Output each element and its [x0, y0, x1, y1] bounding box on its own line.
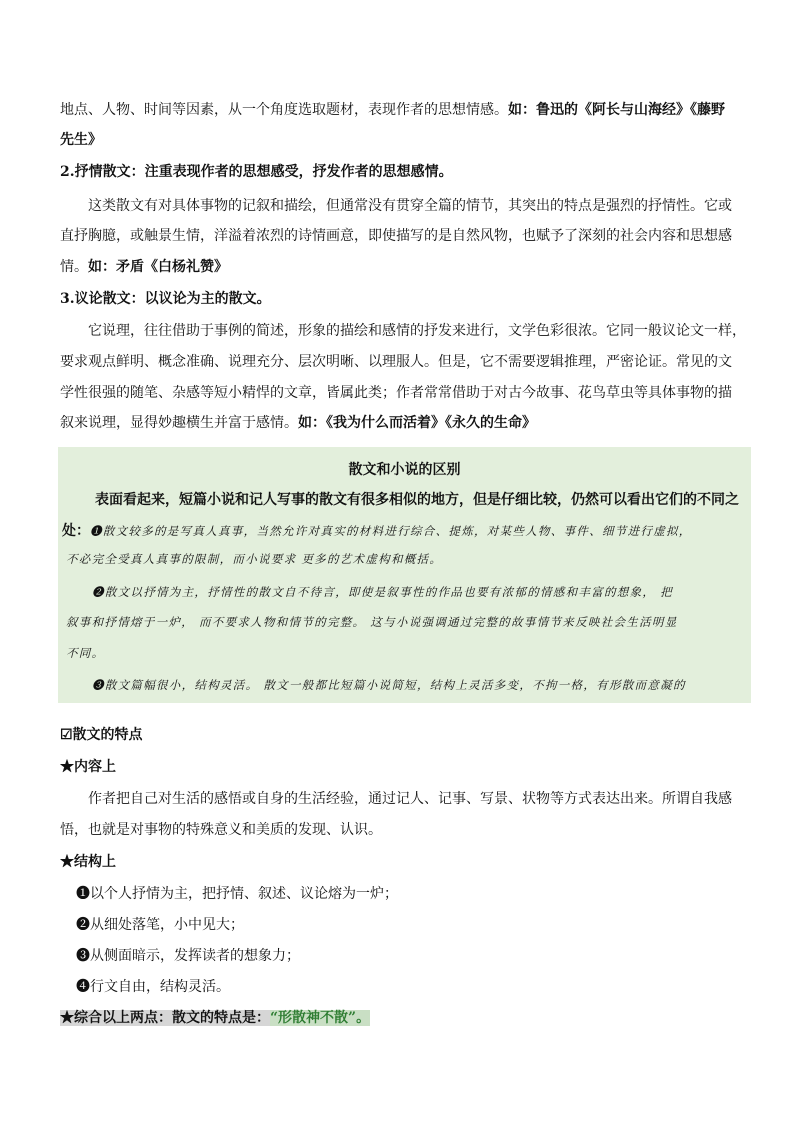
argument-para-line-3: 学性很强的随笔、杂感等短小精悍的文章，皆属此类；作者常常借助于对古今故事、花鸟草虫等具体事物的描	[60, 385, 732, 401]
argument-para-line-1: 它说理，往往借助于事例的简述，形象的描绘和感情的抒发来进行，文学色彩很浓。它同一般议论文一样，	[88, 323, 746, 339]
difference-lead-line-2	[62, 520, 692, 540]
difference-item-3a: ❸散文篇幅很小，结构灵活。 散文一般都比短篇小说简短，结构上灵活多变，不拘一格，有形散而意凝的	[92, 678, 686, 692]
intro-example: 如：鲁迅的《阿长与山海经》《藤野	[508, 102, 725, 118]
lyric-para-line-3	[60, 257, 228, 277]
argument-heading: 3.议论散文：以议论为主的散文。	[60, 291, 271, 307]
content-para-line-1: 作者把自己对生活的感悟或自身的生活经验，通过记人、记事、写景、状物等方式表达出来。所谓自我感	[88, 791, 732, 807]
lyric-para-line-1: 这类散文有对具体事物的记叙和描绘，但通常没有贯穿全篇的情节，其突出的特点是强烈的抒情性。它或	[88, 198, 732, 214]
features-heading: ☑散文的特点	[60, 727, 143, 743]
structure-item: ❶以个人抒情为主，把抒情、叙述、议论熔为一炉；	[76, 886, 398, 902]
structure-item: ❸从侧面暗示，发挥读者的想象力；	[76, 948, 300, 964]
lyric-para-line-2: 直抒胸臆，或触景生情，洋溢着浓烈的诗情画意，即使描写的是自然风物，也赋予了深刻的社会内容和思想感	[60, 228, 732, 244]
argument-para-line-4	[60, 413, 536, 433]
content-heading: ★内容上	[60, 759, 116, 775]
lyric-example: 如：矛盾《白杨礼赞》	[88, 259, 228, 275]
summary-quote: “形散神不散”。	[270, 1010, 371, 1026]
argument-example: 如：《我为什么而活着》《永久的生命》	[298, 415, 536, 431]
intro-line-1	[60, 100, 725, 120]
content-para-line-2: 悟，也就是对事物的特殊意义和美质的发现、认识。	[60, 822, 382, 838]
difference-lead-line-1: 表面看起来，短篇小说和记人写事的散文有很多相似的地方，但是仔细比较，仍然可以看出它们的不同之	[95, 492, 739, 508]
difference-item-2c: 不同。	[66, 646, 105, 660]
difference-item-2b: 叙事和抒情熔于一炉， 而不要求人物和情节的完整。 这与小说强调通过完整的故事情节来反映社会生活明显	[66, 615, 678, 629]
difference-item-2a: ❷散文以抒情为主，抒情性的散文自不待言，即使是叙事性的作品也要有浓郁的情感和丰富的想象， 把	[92, 585, 673, 599]
summary-line	[60, 1008, 370, 1028]
structure-heading: ★结构上	[60, 854, 116, 870]
structure-item: ❷从细处落笔，小中见大；	[76, 917, 244, 933]
difference-box	[58, 447, 751, 703]
difference-title: 散文和小说的区别	[348, 462, 461, 478]
argument-para-line-2: 要求观点鲜明、概念准确、说理充分、层次明晰、以理服人。但是，它不需要逻辑推理，严密论证。常见的文	[60, 354, 732, 370]
argument-para-text: 叙来说理，显得妙趣横生并富于感情。	[60, 415, 298, 431]
difference-item-1a: ❶散文较多的是写真人真事，当然允许对真实的材料进行综合、提炼，对某些人物、事件、细节进行虚拟，	[90, 524, 692, 538]
structure-item: ❹行文自由，结构灵活。	[76, 979, 230, 995]
summary-text: ★综合以上两点：散文的特点是：	[60, 1010, 270, 1026]
lyric-heading: 2.抒情散文：注重表现作者的思想感受，抒发作者的思想感情。	[60, 164, 453, 180]
intro-text: 地点、人物、时间等因素，从一个角度选取题材，表现作者的思想情感。	[60, 102, 508, 118]
lyric-para-text: 情。	[60, 259, 88, 275]
difference-item-1b: 不必完全受真人真事的限制，而小说要求 更多的艺术虚构和概括。	[66, 552, 443, 566]
intro-example-cont: 先生》	[60, 132, 102, 148]
difference-lead-end: 处：	[62, 523, 90, 539]
